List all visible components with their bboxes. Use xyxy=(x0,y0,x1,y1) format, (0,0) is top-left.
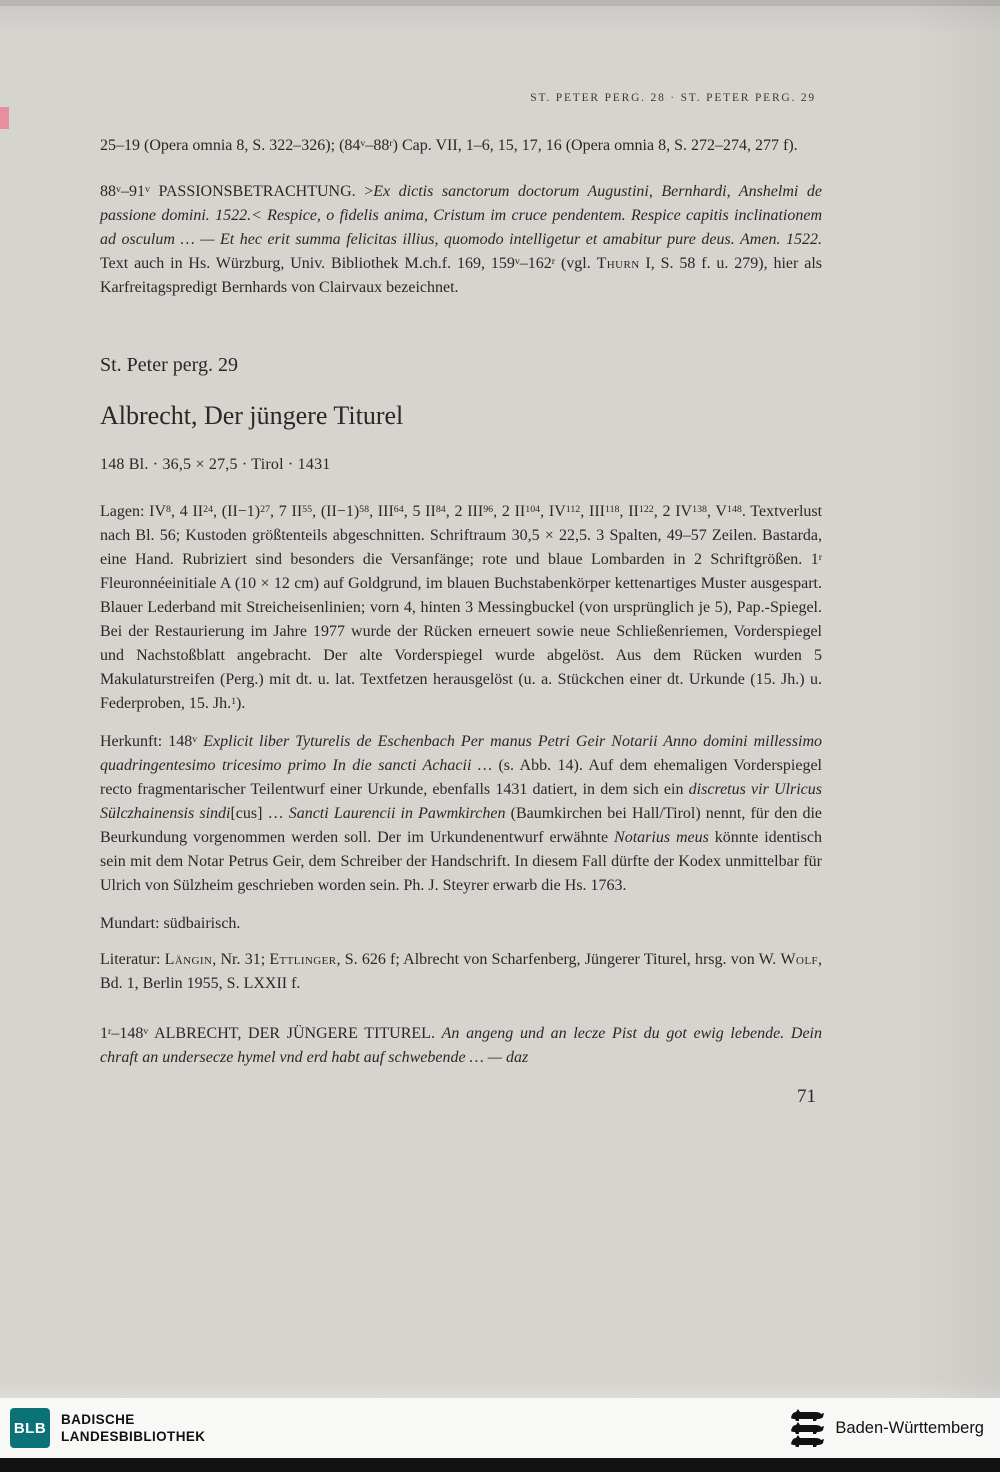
blb-logo xyxy=(10,1408,50,1448)
manuscript-meta-line: 148 Bl. · 36,5 × 27,5 · Tirol · 1431 xyxy=(100,456,331,473)
page-text-block xyxy=(100,0,822,1108)
paragraph-passionsbetrachtung: 88$^v$–91$^v$ PASSIONSBETRACHTUNG. >Ex dictis sanctorum doctorum Augustini, Bernhardi, Anshelmi de passione domini. 1522.< Respice, o fidelis anima, Cristum im cruce pendentem. Respice capitis inclinationem ad osculum … — Et hec erit summa felicitas illius, quomodo intelligetur et amabitur pure deus. Amen. 1522. Text auch in Hs. Würzburg, Univ. Bibliothek M.ch.f. 169, 159$^v$–162$^r$ (vgl. Thurn I, S. 58 f. u. 279), hier als Karfreitagspredigt Bernhards von Clairvaux bezeichnet. xyxy=(100,183,822,296)
bottom-black-bar xyxy=(0,1458,1000,1472)
bookmark-tab xyxy=(0,107,9,129)
running-header: ST. PETER PERG. 28 · ST. PETER PERG. 29 xyxy=(530,92,816,104)
library-name-line2: LANDESBIBLIOTHEK xyxy=(61,1429,206,1444)
footer-library-branding xyxy=(10,1408,205,1448)
paragraph-opera-omnia: 25–19 (Opera omnia 8, S. 322–326); (84$^v$–88$^r$) Cap. VII, 1–6, 15, 17, 16 (Opera omnia 8, S. 272–274, 277 f). xyxy=(100,137,798,154)
library-name-line1: BADISCHE xyxy=(61,1412,135,1427)
paragraph-literatur: Literatur: Längin, Nr. 31; Ettlinger, S. 626 f; Albrecht von Scharfenberg, Jüngerer Titurel, hrsg. von W. Wolf, Bd. 1, Berlin 1955, S. LXXII f. xyxy=(100,951,822,992)
blb-logo-text: BLB xyxy=(13,1419,47,1437)
manuscript-title: Albrecht, Der jüngere Titurel xyxy=(100,401,404,430)
footer-state-branding xyxy=(789,1408,984,1448)
paragraph-lagen: Lagen: $IV^8$, 4 II$^{24}$, $(II-1)^{27}$, 7 II$^{55}$, $(II-1)^{58}$, III$^{64}$, 5 II$^{84}$, 2 III$^{96}$, 2 II$^{104}$, IV$^{112}$, III$^{118}$, II$^{122}$, 2 IV$^{138}$, $V^{148}$. Textverlust nach Bl. 56; Kustoden größtenteils abgeschnitten. Schriftraum 30,5 × 22,5. 3 Spalten, 49–57 Zeilen. Bastarda, eine Hand. Rubriziert sind besonders die Versanfänge; rote und blaue Lombarden in 2 Schriftgrößen. 1$^r$ Fleuronnéeinitiale A (10 × 12 cm) auf Goldgrund, im blauen Buchstabenkörper kettenartiges Muster ausgespart. Blauer Lederband mit Streicheisenlinien; vorn 4, hinten 3 Messingbuckel (von ursprünglich je 5), Pap.-Spiegel. Bei der Restaurierung im Jahre 1977 wurde der Rücken erneuert sowie neue Schließenriemen, Vorderspiegel und Nachstoßblatt angebracht. Der alte Vorderspiegel wurde abgelöst. Aus dem Rücken wurden 5 Makulaturstreifen (Perg.) mit dt. u. lat. Textfetzen herausgelöst (u. a. Stückchen einer dt. Urkunde (15. Jh.) u. Federproben, 15. Jh.$^1$). xyxy=(100,503,823,712)
paragraph-mundart: Mundart: südbairisch. xyxy=(100,915,241,932)
paragraph-text-incipit: 1$^r$–148$^v$ ALBRECHT, DER JÜNGERE TITUREL. An angeng und an lecze Pist du got ewig lebende. Dein chraft an undersecze hymel vnd erd habt auf schwebende … — daz xyxy=(100,1025,822,1066)
footer-bar xyxy=(0,1398,1000,1458)
library-name xyxy=(61,1411,205,1445)
page-number: 71 xyxy=(797,1086,816,1107)
shelfmark-heading: St. Peter perg. 29 xyxy=(100,354,238,376)
paragraph-herkunft: Herkunft: 148$^v$ Explicit liber Tyturelis de Eschenbach Per manus Petri Geir Notarii Anno domini millessimo quadringentesimo tricesimo primo In die sancti Achacii … (s. Abb. 14). Auf dem ehemaligen Vorderspiegel recto fragmentarischer Teilentwurf einer Urkunde, ebenfalls 1431 datiert, in dem sich ein discretus vir Ulricus Sülczhainensis sindi[cus] … Sancti Laurencii in Pawmkirchen (Baumkirchen bei Hall/Tirol) nennt, für den die Beurkundung vorgenommen werden soll. Der im Urkundenentwurf erwähnte Notarius meus könnte identisch sein mit dem Notar Petrus Geir, dem Schreiber der Handschrift. In diesem Fall dürfte der Kodex unmittelbar für Ulrich von Sülzheim geschrieben worden sein. Ph. J. Steyrer erwarb die Hs. 1763. xyxy=(100,733,823,894)
state-name: Baden-Württemberg xyxy=(835,1418,984,1437)
coat-of-arms-icon xyxy=(789,1408,825,1448)
